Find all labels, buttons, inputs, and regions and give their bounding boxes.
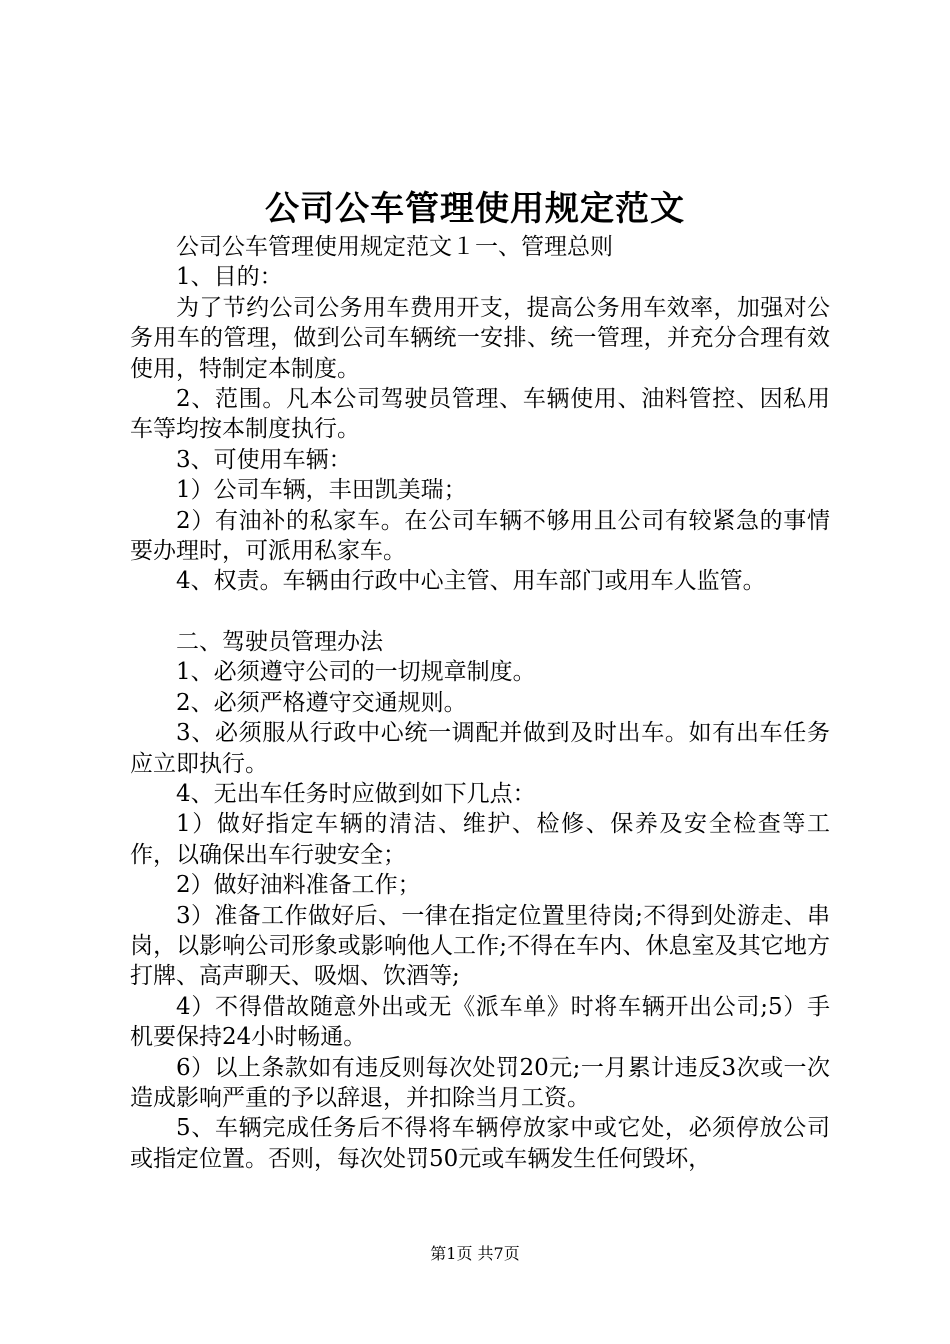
paragraph: 3、必须服从行政中心统一调配并做到及时出车。如有出车任务应立即执行。 [130,720,830,777]
document-body [130,232,830,1174]
paragraph: 4、权责。车辆由行政中心主管、用车部门或用车人监管。 [176,568,766,595]
paragraph: 4）不得借故随意外出或无《派车单》时将车辆开出公司;5）手机要保持24小时畅通。 [130,993,830,1051]
paragraph: 2）有油补的私家车。在公司车辆不够用且公司有较紧急的事情要办理时，可派用私家车。 [130,507,830,565]
page-number-footer: 第1页 共7页 [430,1244,520,1263]
paragraph: 2）做好油料准备工作； [176,872,421,899]
paragraph: 1、必须遵守公司的一切规章制度。 [176,659,536,686]
paragraph: 5、车辆完成任务后不得将车辆停放家中或它处，必须停放公司或指定位置。否则，每次处罚50元或车辆发生任何毁坏， [130,1115,830,1172]
paragraph: 为了节约公司公务用车费用开支，提高公务用车效率，加强对公务用车的管理，做到公司车辆统一安排、统一管理，并充分合理有效使用，特制定本制度。 [130,294,830,382]
paragraph: 3、可使用车辆： [176,446,352,473]
paragraph: 公司公车管理使用规定范文１一、管理总则 [176,234,613,260]
paragraph: 6）以上条款如有违反则每次处罚20元;一月累计违反3次或一次造成影响严重的予以辞退，并扣除当月工资。 [130,1054,830,1111]
paragraph: 1）公司车辆，丰田凯美瑞； [176,477,467,504]
paragraph: 2、必须严格遵守交通规则。 [176,689,467,716]
paragraph: 1、目的： [176,264,283,291]
paragraph: 4、无出车任务时应做到如下几点： [176,780,536,807]
paragraph: 1）做好指定车辆的清洁、维护、检修、保养及安全检查等工作，以确保出车行驶安全； [130,811,830,868]
document-title: 公司公车管理使用规定范文 [265,189,685,229]
section-heading: 二、驾驶员管理办法 [176,628,383,655]
paragraph: 2、范围。凡本公司驾驶员管理、车辆使用、油料管控、因私用车等均按本制度执行。 [130,386,830,443]
paragraph: 3）准备工作做好后、一律在指定位置里待岗;不得到处游走、串岗，以影响公司形象或影响他人工作;不得在车内、休息室及其它地方打牌、高声聊天、吸烟、饮酒等; [130,902,830,990]
